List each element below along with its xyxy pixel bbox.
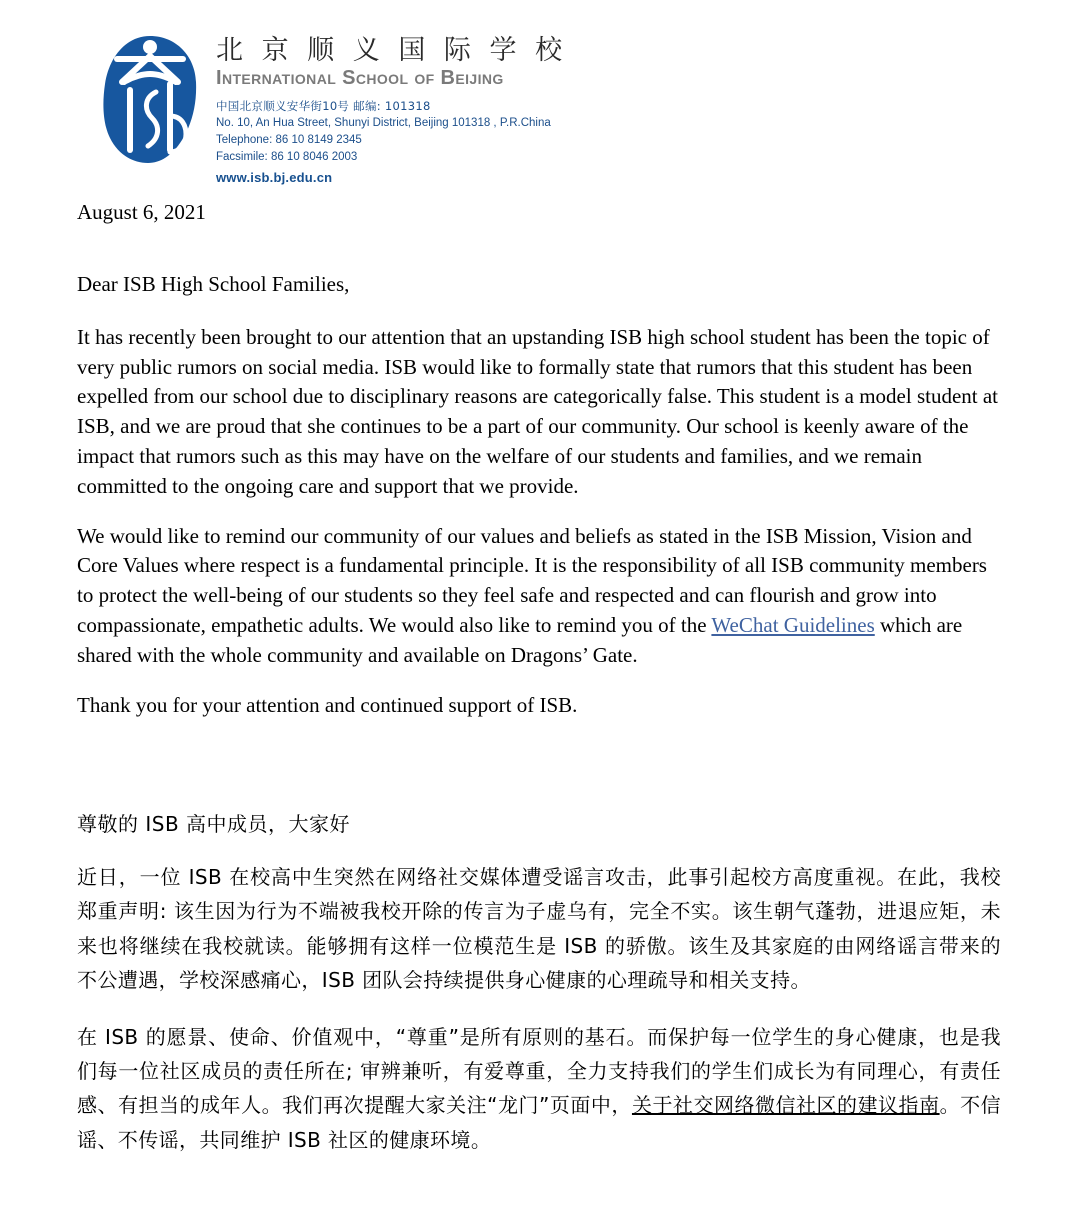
letter-salutation: Dear ISB High School Families,: [77, 272, 350, 297]
facsimile-line: Facsimile: 86 10 8046 2003: [216, 150, 358, 163]
chinese-paragraph-1: 近日，一位 ISB 在校高中生突然在网络社交媒体遭受谣言攻击，此事引起校方高度重视。在此，我校郑重声明: 该生因为行为不端被我校开除的传言为子虚乌有，完全不实。该生朝气蓬勃，进退应矩，未来也将继续在我校就读。能够拥有这样一位模范生是 ISB 的骄傲。该生及其家庭的由网络谣言带来的不公遭遇，学校深感痛心，ISB 团队会持续提供身心健康的心理疏导和相关支持。: [77, 865, 1001, 993]
telephone-line: Telephone: 86 10 8149 2345: [216, 133, 362, 146]
letter-paragraph-2: [77, 522, 1001, 671]
wechat-guidelines-link-chinese[interactable]: 关于社交网络微信社区的建议指南: [631, 1093, 940, 1118]
school-name-english: International School of Beijing: [216, 66, 504, 89]
contact-block: [216, 98, 567, 187]
isb-circular-logo-icon: [100, 32, 200, 167]
letter-date: August 6, 2021: [77, 200, 206, 224]
english-letter-body: [77, 198, 1001, 720]
chinese-salutation: 尊敬的 ISB 高中成员，大家好: [77, 812, 351, 836]
letter-paragraph-3: Thank you for your attention and continued support of ISB.: [77, 692, 578, 717]
paragraph-2-text-after-link: which are shared with the whole community and available on Dragons’ Gate.: [77, 613, 963, 667]
chinese-paragraph-2-text-before-link: 在 ISB 的愿景、使命、价值观中，“尊重”是所有原则的基石。而保护每一位学生的身心健康，也是我们每一位社区成员的责任所在; 审辨兼听，有爱尊重，全力支持我们的学生们成长为有同理心，有责任感、有担当的成年人。我们再次提醒大家关注“龙门”页面中，: [77, 1024, 1001, 1118]
address-english: No. 10, An Hua Street, Shunyi District, Beijing 101318 , P.R.China: [216, 116, 551, 129]
letterhead: [100, 32, 567, 187]
address-chinese: 中国北京顺义安华街10号 邮编: 101318: [216, 98, 431, 113]
wechat-guidelines-link[interactable]: WeChat Guidelines: [711, 613, 875, 637]
letterhead-text: [216, 32, 567, 187]
chinese-paragraph-2: [77, 1020, 1001, 1158]
school-name-chinese: 北 京 顺 义 国 际 学 校: [216, 35, 568, 66]
chinese-letter-body: [77, 810, 1001, 1157]
chinese-paragraph-2-text-after-link: 。不信谣、不传谣，共同维护 ISB 社区的健康环境。: [77, 1093, 1001, 1152]
letter-paragraph-1: It has recently been brought to our attention that an upstanding ISB high school student has been the topic of very public rumors on social media. ISB would like to formally state that rumors that this student has been expelled from our school due to disciplinary reasons are categorically false. This student is a model student at ISB, and we are proud that she continues to be a part of our community. Our school is keenly aware of the impact that rumors such as this may have on the welfare of our students and families, and we remain committed to the ongoing care and support that we provide.: [77, 324, 999, 498]
paragraph-2-text-before-link: We would like to remind our community of our values and beliefs as stated in the ISB Mission, Vision and Core Values where respect is a fundamental principle. It is the responsibility of all ISB community members to protect the well-being of our students so they feel safe and respected and can flourish and grow into compassionate, empathetic adults. We would also like to remind you of the: [77, 523, 987, 637]
website-link[interactable]: www.isb.bj.edu.cn: [216, 169, 333, 185]
